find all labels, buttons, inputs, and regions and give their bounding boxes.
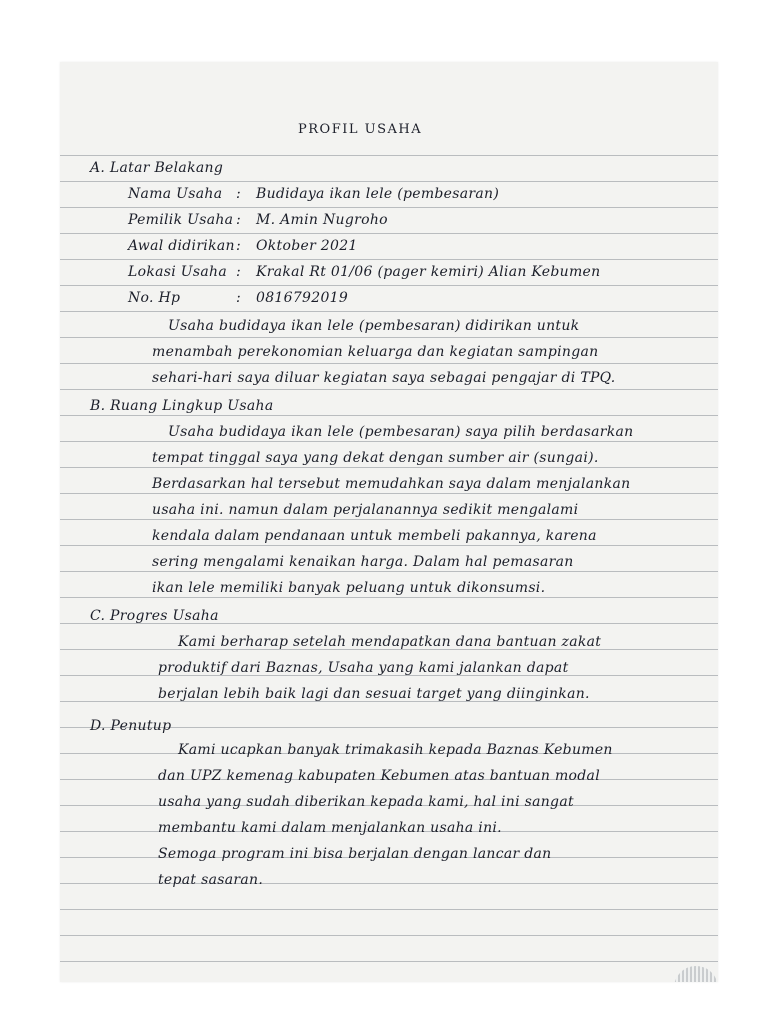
ruled-line — [60, 363, 718, 364]
field-label-no-hp: No. Hp — [128, 290, 181, 306]
ruled-line — [60, 571, 718, 572]
section-c-paragraph-line: berjalan lebih baik lagi dan sesuai target yang diinginkan. — [158, 686, 590, 702]
ruled-line — [60, 155, 718, 156]
field-value-awal-didirikan: Oktober 2021 — [256, 238, 358, 254]
notebook-page — [60, 62, 718, 982]
ruled-line — [60, 415, 718, 416]
ruled-line — [60, 519, 718, 520]
corner-stamp — [674, 966, 718, 982]
section-c-heading: C. Progres Usaha — [90, 608, 219, 624]
section-b-heading: B. Ruang Lingkup Usaha — [90, 398, 274, 414]
ruled-line — [60, 935, 718, 936]
field-value-pemilik-usaha: M. Amin Nugroho — [256, 212, 388, 228]
ruled-line — [60, 961, 718, 962]
section-d-paragraph-line: Semoga program ini bisa berjalan dengan lancar dan — [158, 846, 552, 862]
section-d-paragraph-line: Kami ucapkan banyak trimakasih kepada Baznas Kebumen — [178, 742, 613, 758]
section-d-paragraph-line: usaha yang sudah diberikan kepada kami, hal ini sangat — [158, 794, 574, 810]
section-a-heading: A. Latar Belakang — [90, 160, 224, 176]
field-value-lokasi-usaha: Krakal Rt 01/06 (pager kemiri) Alian Kebumen — [256, 264, 601, 280]
ruled-line — [60, 467, 718, 468]
field-label-pemilik-usaha: Pemilik Usaha — [128, 212, 234, 228]
section-d-paragraph-line: tepat sasaran. — [158, 872, 264, 888]
ruled-line — [60, 233, 718, 234]
section-a-paragraph-line: sehari-hari saya diluar kegiatan saya sebagai pengajar di TPQ. — [152, 370, 616, 386]
section-a-paragraph-line: Usaha budidaya ikan lele (pembesaran) didirikan untuk — [168, 318, 580, 334]
page-title: PROFIL USAHA — [298, 122, 423, 137]
ruled-line — [60, 337, 718, 338]
field-separator: : — [236, 264, 242, 280]
field-separator: : — [236, 290, 242, 306]
field-separator: : — [236, 238, 242, 254]
ruled-line — [60, 285, 718, 286]
section-b-paragraph-line: ikan lele memiliki banyak peluang untuk dikonsumsi. — [152, 580, 546, 596]
ruled-line — [60, 441, 718, 442]
section-c-paragraph-line: produktif dari Baznas, Usaha yang kami jalankan dapat — [158, 660, 569, 676]
section-b-paragraph-line: usaha ini. namun dalam perjalanannya sedikit mengalami — [152, 502, 579, 518]
field-label-lokasi-usaha: Lokasi Usaha — [128, 264, 227, 280]
ruled-line — [60, 311, 718, 312]
field-label-nama-usaha: Nama Usaha — [128, 186, 223, 202]
section-a-paragraph-line: menambah perekonomian keluarga dan kegiatan sampingan — [152, 344, 599, 360]
ruled-line — [60, 909, 718, 910]
section-c-paragraph-line: Kami berharap setelah mendapatkan dana bantuan zakat — [178, 634, 602, 650]
section-b-paragraph-line: Berdasarkan hal tersebut memudahkan saya dalam menjalankan — [152, 476, 631, 492]
ruled-line — [60, 597, 718, 598]
field-value-no-hp: 0816792019 — [256, 290, 349, 306]
ruled-line — [60, 389, 718, 390]
ruled-line — [60, 493, 718, 494]
section-b-paragraph-line: kendala dalam pendanaan untuk membeli pakannya, karena — [152, 528, 597, 544]
section-d-paragraph-line: membantu kami dalam menjalankan usaha ini. — [158, 820, 502, 836]
section-d-heading: D. Penutup — [90, 718, 172, 734]
field-value-nama-usaha: Budidaya ikan lele (pembesaran) — [256, 186, 500, 202]
section-b-paragraph-line: tempat tinggal saya yang dekat dengan sumber air (sungai). — [152, 450, 599, 466]
ruled-line — [60, 545, 718, 546]
ruled-line — [60, 259, 718, 260]
ruled-line — [60, 181, 718, 182]
field-label-awal-didirikan: Awal didirikan — [128, 238, 235, 254]
ruled-line — [60, 207, 718, 208]
section-b-paragraph-line: Usaha budidaya ikan lele (pembesaran) saya pilih berdasarkan — [168, 424, 634, 440]
section-b-paragraph-line: sering mengalami kenaikan harga. Dalam hal pemasaran — [152, 554, 574, 570]
field-separator: : — [236, 212, 242, 228]
section-d-paragraph-line: dan UPZ kemenag kabupaten Kebumen atas bantuan modal — [158, 768, 600, 784]
field-separator: : — [236, 186, 242, 202]
